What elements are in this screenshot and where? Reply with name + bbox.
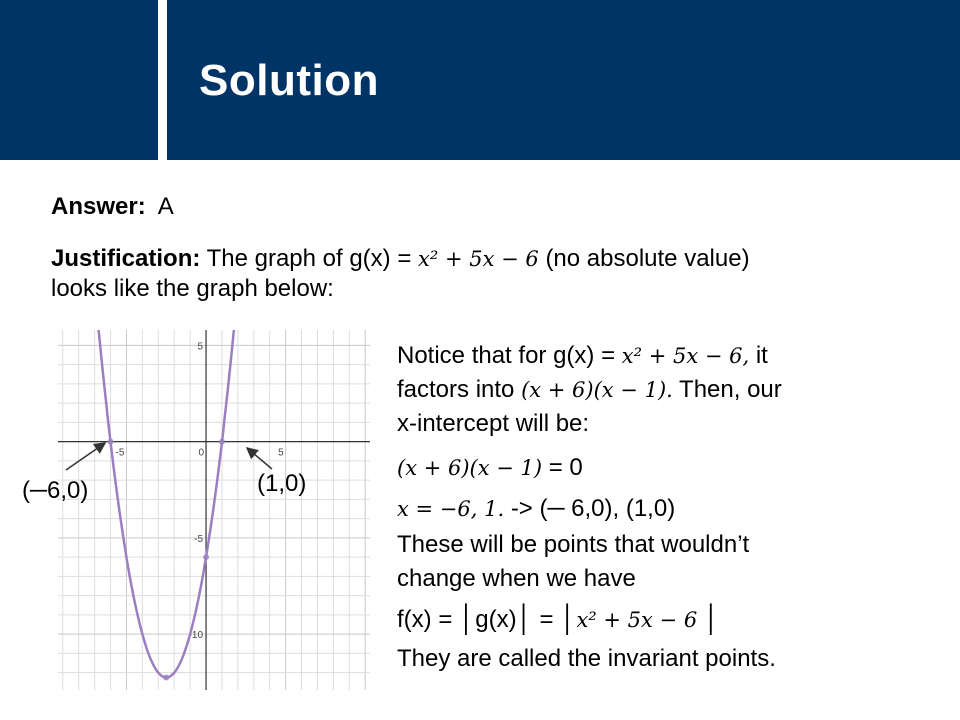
y-tick-label: 5 xyxy=(197,341,204,353)
note-formula: x² + 5x − 6 xyxy=(576,608,698,632)
arrow-left xyxy=(66,443,105,470)
note-text: factors into xyxy=(397,376,515,403)
x-tick-label: 5 xyxy=(278,447,284,459)
note-text: Notice that for g(x) = xyxy=(397,342,616,369)
note-line-5 xyxy=(397,494,675,524)
abs-bar: │ xyxy=(516,603,533,633)
answer-value: A xyxy=(157,193,174,220)
justification-text: The graph of g(x) = xyxy=(206,245,412,272)
abs-bar: │ xyxy=(560,603,577,633)
x-tick-label: 0 xyxy=(198,447,205,459)
note-formula: (x + 6)(x − 1). xyxy=(521,378,673,402)
note-line-1 xyxy=(397,341,768,371)
note-line-7: change when we have xyxy=(397,565,636,592)
note-formula: x = −6, 1. xyxy=(397,497,505,521)
y-tick-label: -10 xyxy=(188,630,204,642)
note-text: g(x) xyxy=(475,606,517,633)
note-formula: x² + 5x − 6, xyxy=(621,344,750,368)
note-line-2 xyxy=(397,375,782,405)
note-line-9: They are called the invariant points. xyxy=(397,645,776,672)
abs-bar: │ xyxy=(703,603,721,633)
note-text: Then, our xyxy=(679,376,782,403)
callout-right-intercept: (1,0) xyxy=(257,470,307,497)
y-tick-label: -5 xyxy=(194,533,204,545)
note-formula: (x + 6)(x − 1) xyxy=(397,456,543,480)
note-text: = xyxy=(539,606,554,633)
justification-note: (no absolute value) xyxy=(545,245,750,272)
note-line-8 xyxy=(397,603,720,635)
justification-line-2: looks like the graph below: xyxy=(51,275,334,302)
x-tick-label: -5 xyxy=(115,447,125,459)
abs-bar: │ xyxy=(459,603,476,633)
note-text: -> (─ 6,0), (1,0) xyxy=(510,495,676,522)
note-text: f(x) = xyxy=(397,606,453,633)
note-text: = 0 xyxy=(548,454,583,481)
note-line-3: x-intercept will be: xyxy=(397,410,590,437)
answer-label: Answer: xyxy=(51,193,146,220)
note-text: it xyxy=(755,342,768,369)
callout-left-intercept: (─6,0) xyxy=(22,477,89,504)
justification-formula: x² + 5x − 6 xyxy=(418,247,539,271)
note-line-6: These will be points that wouldn’t xyxy=(397,531,750,558)
note-line-4 xyxy=(397,453,583,483)
arrow-right xyxy=(247,448,272,469)
justification-label: Justification: xyxy=(51,245,201,272)
slide-title: Solution xyxy=(199,56,379,105)
